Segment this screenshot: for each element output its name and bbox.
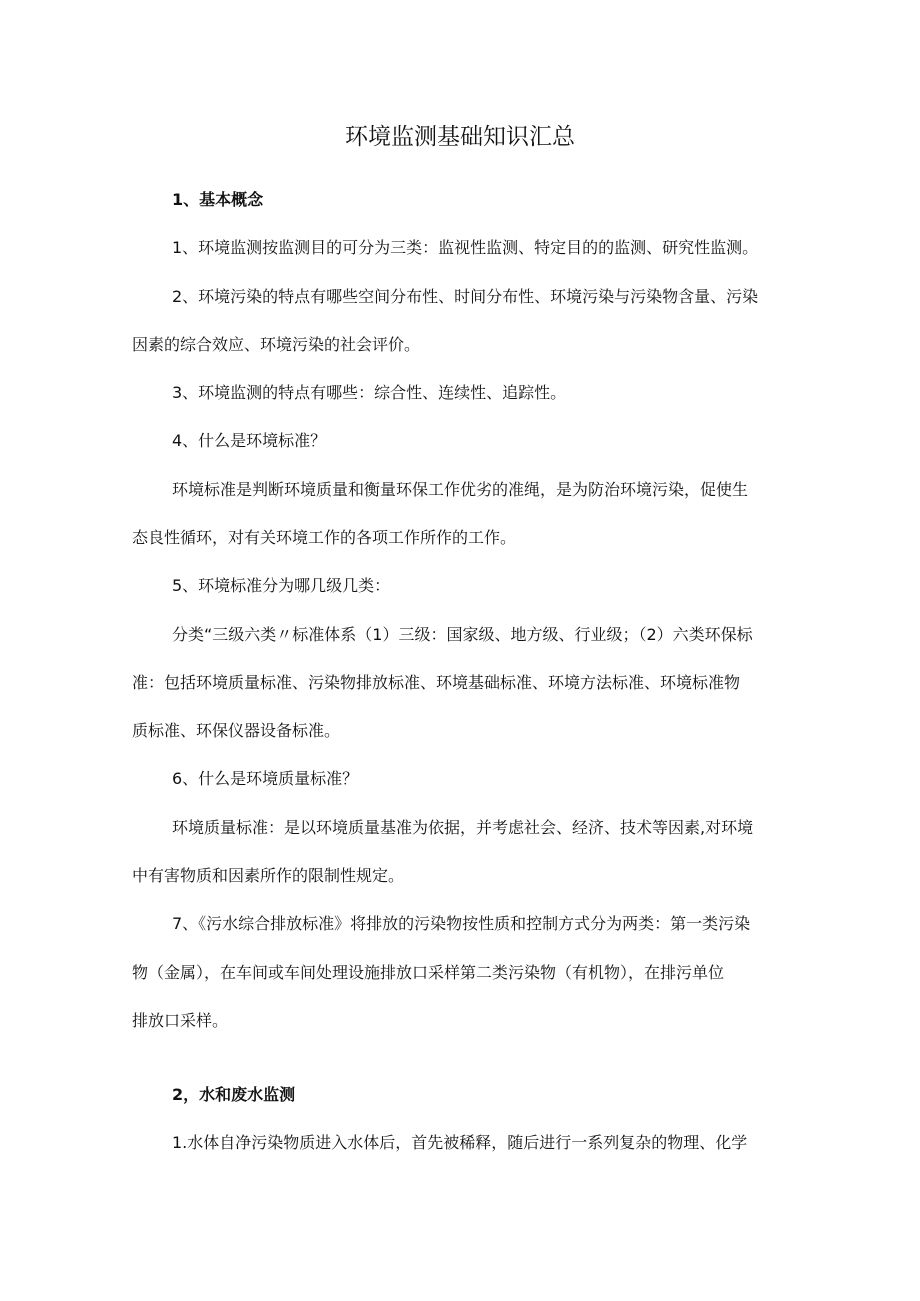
answer-6-line-1: 环境质量标准：是以环境质量基准为依据，并考虑社会、经济、技术等因素,对环境 [172,818,754,837]
paragraph-2-line-1: 2、环境污染的特点有哪些空间分布性、时间分布性、环境污染与污染物含量、污染 [172,287,759,306]
section-2-paragraph-1-line-1: 1.水体自净污染物质进入水体后，首先被稀释，随后进行一系列复杂的物理、化学 [172,1133,748,1152]
question-4: 4、什么是环境标准？ [172,431,327,450]
document-title: 环境监测基础知识汇总 [345,124,575,150]
section-2-heading: 2，水和废水监测 [172,1085,296,1104]
section-1-heading: 1、基本概念 [172,190,264,209]
paragraph-7-line-2: 物（金属），在车间或车间处理设施排放口采样第二类污染物（有机物），在排污单位 [132,963,725,982]
answer-6-line-2: 中有害物质和因素所作的限制性规定。 [132,866,405,885]
paragraph-7-line-3: 排放口采样。 [132,1011,229,1030]
answer-4-line-2: 态良性循环，对有关环境工作的各项工作所作的工作。 [132,528,517,547]
answer-5-line-3: 质标准、环保仪器设备标准。 [132,721,341,740]
answer-4-line-1: 环境标准是判断环境质量和衡量环保工作优劣的准绳，是为防治环境污染，促使生 [172,480,749,499]
paragraph-3: 3、环境监测的特点有哪些：综合性、连续性、追踪性。 [172,383,567,402]
question-6: 6、什么是环境质量标准？ [172,769,359,788]
question-5: 5、环境标准分为哪几级几类： [172,576,391,595]
paragraph-1: 1、环境监测按监测目的可分为三类：监视性监测、特定目的的监测、研究性监测。 [172,238,759,257]
paragraph-2-line-2: 因素的综合效应、环境污染的社会评价。 [132,335,421,354]
answer-5-line-1: 分类“三级六类〃标准体系（1）三级：国家级、地方级、行业级；（2）六类环保标 [172,625,753,644]
paragraph-7-line-1: 7、《污水综合排放标准》将排放的污染物按性质和控制方式分为两类：第一类污染 [172,914,751,933]
answer-5-line-2: 准：包括环境质量标准、污染物排放标准、环境基础标准、环境方法标准、环境标准物 [132,673,741,692]
